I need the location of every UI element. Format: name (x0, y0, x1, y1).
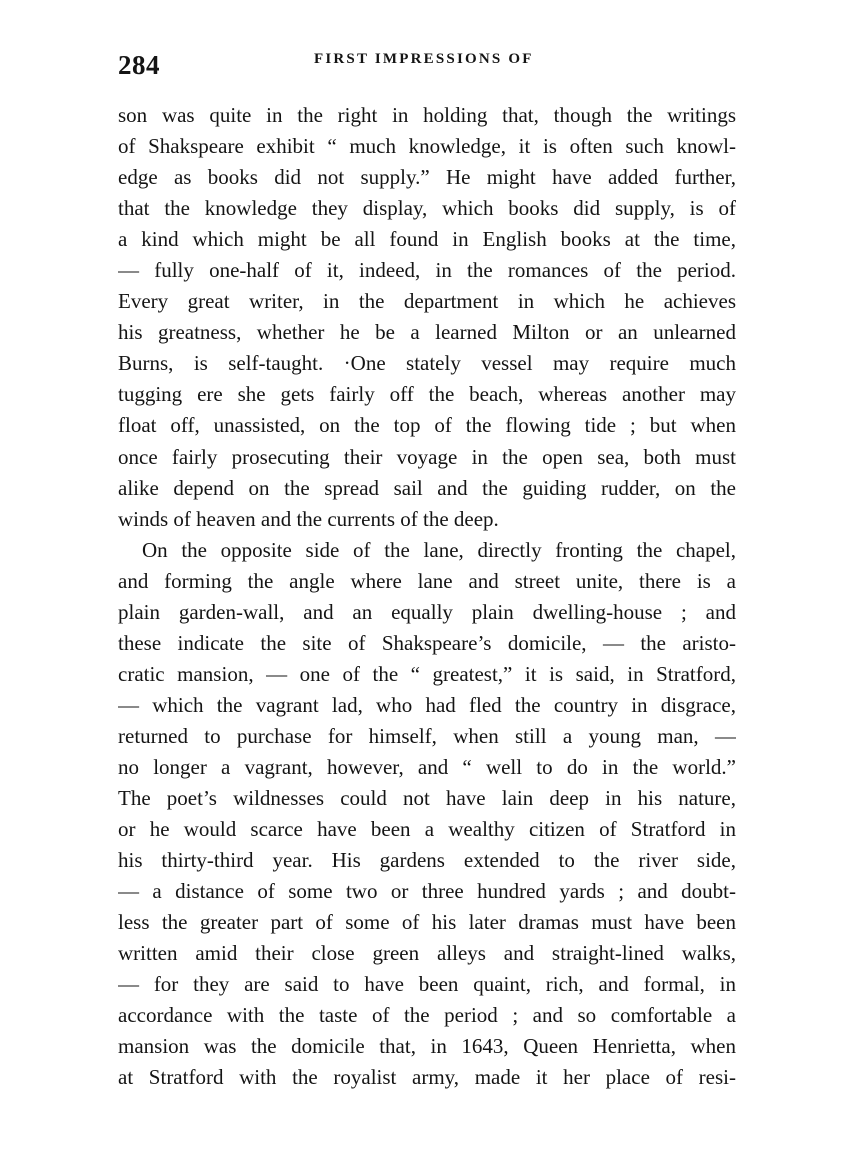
text-line: his thirty-third year. His gardens extended to the river side, (118, 848, 736, 873)
text-line: and forming the angle where lane and street unite, there is a (118, 568, 736, 593)
text-line: cratic mansion, — one of the “ greatest,” it is said, in Stratford, (118, 661, 736, 686)
text-line: Every great writer, in the department in which he achieves (118, 289, 736, 314)
text-line: of Shakspeare exhibit “ much knowledge, it is often such knowl- (118, 134, 736, 159)
text-line: tugging ere she gets fairly off the beach, whereas another may (118, 382, 736, 407)
text-line: The poet’s wildnesses could not have lain deep in his nature, (118, 786, 736, 811)
body-text (118, 100, 736, 1094)
text-line: less the greater part of some of his later dramas must have been (118, 910, 736, 935)
text-line: a kind which might be all found in English books at the time, (118, 227, 736, 252)
text-line: edge as books did not supply.” He might have added further, (118, 165, 736, 190)
text-line: plain garden-wall, and an equally plain dwelling-house ; and (118, 599, 736, 624)
text-line: — for they are said to have been quaint, rich, and formal, in (118, 972, 736, 997)
text-line: written amid their close green alleys and straight-lined walks, (118, 941, 736, 966)
page-number: 284 (118, 50, 160, 80)
text-line: or he would scarce have been a wealthy citizen of Stratford in (118, 817, 736, 842)
text-line: that the knowledge they display, which books did supply, is of (118, 196, 736, 221)
text-line: alike depend on the spread sail and the guiding rudder, on the (118, 475, 736, 500)
running-head: FIRST IMPRESSIONS OF (314, 51, 534, 67)
text-line: — fully one-half of it, indeed, in the romances of the period. (118, 258, 736, 283)
text-line: once fairly prosecuting their voyage in the open sea, both must (118, 444, 736, 469)
text-line: accordance with the taste of the period ; and so comfortable a (118, 1003, 736, 1028)
paragraph-start-line: On the opposite side of the lane, directly fronting the chapel, (142, 537, 736, 562)
text-line: returned to purchase for himself, when still a young man, — (118, 723, 736, 748)
text-line: his greatness, whether he be a learned Milton or an unlearned (118, 320, 736, 345)
text-line: float off, unassisted, on the top of the flowing tide ; but when (118, 413, 736, 438)
text-line: at Stratford with the royalist army, made it her place of resi- (118, 1065, 736, 1090)
text-line: Burns, is self-taught. ·One stately vessel may require much (118, 351, 736, 376)
text-line: no longer a vagrant, however, and “ well to do in the world.” (118, 754, 736, 779)
page-header (118, 44, 738, 84)
text-line: — which the vagrant lad, who had fled the country in disgrace, (118, 692, 736, 717)
text-line: mansion was the domicile that, in 1643, Queen Henrietta, when (118, 1034, 736, 1059)
text-line: these indicate the site of Shakspeare’s domicile, — the aristo- (118, 630, 736, 655)
text-line: — a distance of some two or three hundred yards ; and doubt- (118, 879, 736, 904)
text-line: son was quite in the right in holding that, though the writings (118, 103, 736, 127)
paragraph-end-line: winds of heaven and the currents of the deep. (118, 506, 499, 531)
